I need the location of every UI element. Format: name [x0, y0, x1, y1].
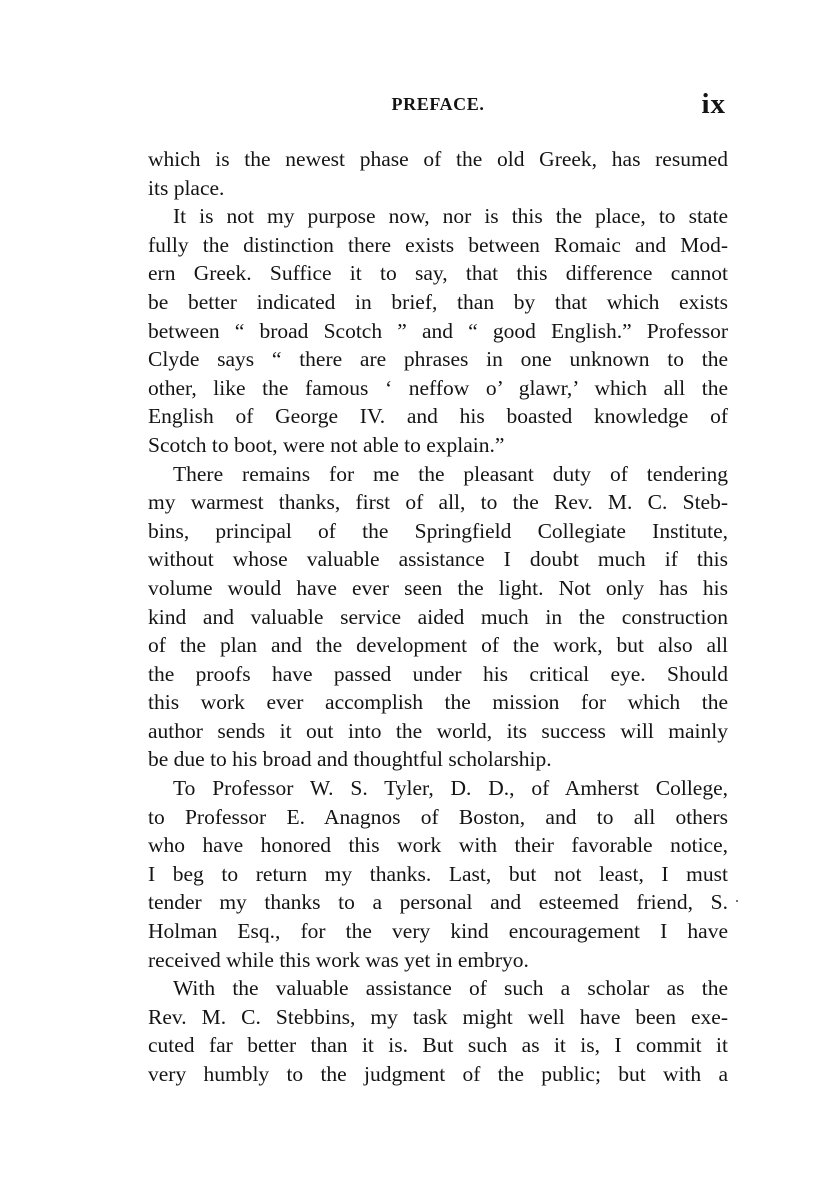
- text-line: its place.: [148, 175, 225, 200]
- page-number: ix: [701, 88, 726, 120]
- text-line: Rev. M. C. Stebbins, my task might well have been exe-: [148, 1004, 728, 1029]
- text-line: tender my thanks to a personal and esteemed friend, S.: [148, 890, 728, 915]
- page-title: PREFACE.: [391, 94, 485, 114]
- text-line: Holman Esq., for the very kind encouragement I have: [148, 919, 728, 944]
- text-line: which is the newest phase of the old Greek, has resumed: [148, 147, 728, 171]
- text-line: bins, principal of the Springfield Collegiate Institute,: [148, 518, 728, 543]
- text-line: who have honored this work with their favorable notice,: [148, 833, 728, 858]
- text-line: between “ broad Scotch ” and “ good English.” Professor: [148, 318, 728, 343]
- text-line: kind and valuable service aided much in the construction: [148, 604, 728, 629]
- text-line: be due to his broad and thoughtful scholarship.: [148, 747, 552, 772]
- text-line: fully the distinction there exists between Romaic and Mod-: [148, 232, 728, 257]
- text-line: Scotch to boot, were not able to explain.”: [148, 432, 505, 457]
- text-line: to Professor E. Anagnos of Boston, and to all others: [148, 804, 728, 829]
- text-line: of the plan and the development of the work, but also all: [148, 633, 728, 658]
- text-line: author sends it out into the world, its success will mainly: [148, 718, 728, 743]
- text-line: English of George IV. and his boasted knowledge of: [148, 404, 728, 429]
- text-line: this work ever accomplish the mission for which the: [148, 690, 728, 715]
- text-line: ern Greek. Suffice it to say, that this difference cannot: [148, 261, 728, 286]
- text-line: With the valuable assistance of such a scholar as the: [173, 976, 728, 1001]
- text-line: volume would have ever seen the light. Not only has his: [148, 575, 728, 600]
- text-line: be better indicated in brief, than by that which exists: [148, 289, 728, 314]
- text-line: It is not my purpose now, nor is this the place, to state: [173, 204, 728, 229]
- text-line: To Professor W. S. Tyler, D. D., of Amherst College,: [173, 776, 728, 801]
- text-line: without whose valuable assistance I doubt much if this: [148, 547, 728, 572]
- preface-text: [148, 145, 728, 1089]
- text-line: very humbly to the judgment of the public; but with a: [148, 1062, 728, 1086]
- print-speck: [736, 900, 738, 902]
- text-line: I beg to return my thanks. Last, but not least, I must: [148, 861, 728, 886]
- text-line: Clyde says “ there are phrases in one unknown to the: [148, 347, 728, 372]
- text-line: other, like the famous ‘ neffow o’ glawr,’ which all the: [148, 375, 728, 400]
- text-line: my warmest thanks, first of all, to the Rev. M. C. Steb-: [148, 490, 728, 515]
- text-line: cuted far better than it is. But such as it is, I commit it: [148, 1033, 728, 1058]
- text-line: received while this work was yet in embryo.: [148, 947, 529, 972]
- running-header: [148, 88, 728, 126]
- text-line: There remains for me the pleasant duty of tendering: [173, 461, 728, 486]
- text-line: the proofs have passed under his critical eye. Should: [148, 661, 728, 686]
